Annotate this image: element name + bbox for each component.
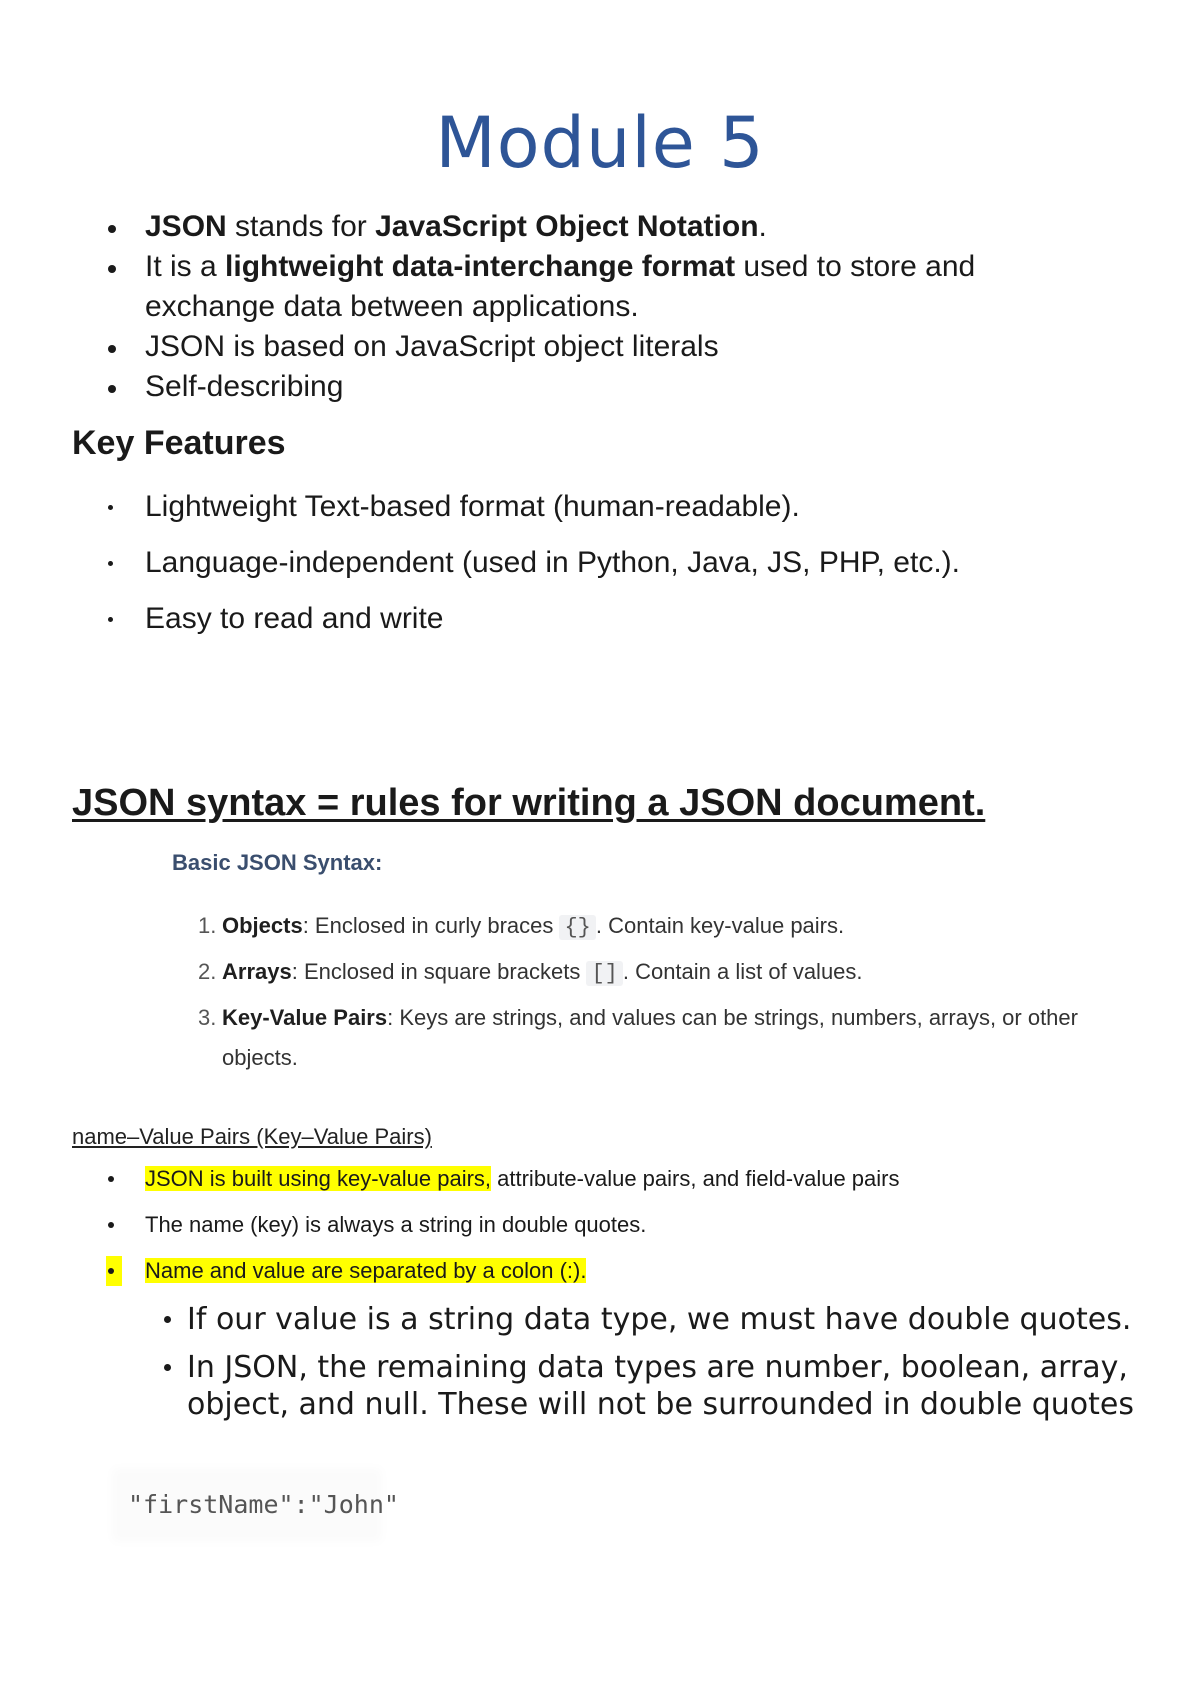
bullet-icon xyxy=(108,561,113,566)
bold-text: lightweight data-interchange format xyxy=(225,250,736,283)
list-item xyxy=(198,906,1118,948)
highlighted-text: JSON is built using key-value pairs, xyxy=(145,1166,492,1191)
list-item xyxy=(72,599,960,639)
item-text: JSON is based on JavaScript object literals xyxy=(145,330,719,363)
list-item xyxy=(72,1210,899,1240)
syntax-text: : Enclosed in square brackets xyxy=(291,959,587,984)
list-number: 1. xyxy=(198,913,217,938)
name-value-list xyxy=(72,1164,899,1302)
feature-text: Lightweight Text-based format (human-readable). xyxy=(145,490,800,523)
item-text: The name (key) is always a string in double quotes. xyxy=(145,1212,647,1237)
code-snippet: [] xyxy=(586,961,622,986)
syntax-term: Objects xyxy=(222,913,303,938)
bullet-icon xyxy=(108,345,116,353)
syntax-term: Key-Value Pairs xyxy=(222,1005,388,1030)
item-text: Self-describing xyxy=(145,370,344,403)
list-item xyxy=(72,543,960,583)
syntax-text: . Contain key-value pairs. xyxy=(595,913,845,938)
highlighted-text: Name and value are separated by a colon (:). xyxy=(145,1258,587,1283)
basic-syntax-list xyxy=(198,906,1118,1082)
item-text: stands for xyxy=(226,210,376,243)
list-item xyxy=(72,487,960,527)
list-item xyxy=(160,1349,1160,1423)
rule-text: If our value is a string data type, we must have double quotes. xyxy=(187,1302,1132,1337)
example-code-snippet: "firstName":"John" xyxy=(118,1474,376,1536)
list-item xyxy=(198,952,1118,994)
key-features-list xyxy=(72,487,960,655)
bullet-icon xyxy=(164,1364,171,1371)
bold-text: JavaScript Object Notation xyxy=(375,210,759,243)
item-text: . xyxy=(758,210,767,243)
bullet-icon xyxy=(108,1222,114,1228)
bold-text: JSON xyxy=(145,210,227,243)
list-item xyxy=(72,1256,899,1286)
list-item xyxy=(198,998,1118,1078)
item-text: used to store and exchange data between applications. xyxy=(145,250,976,323)
syntax-heading: JSON syntax = rules for writing a JSON document. xyxy=(72,782,986,824)
bullet-icon xyxy=(108,1176,114,1182)
item-text: attribute-value pairs, and field-value pairs xyxy=(491,1166,900,1191)
bullet-icon xyxy=(108,265,116,273)
bullet-icon xyxy=(108,385,116,393)
list-item xyxy=(72,367,1072,407)
rules-list xyxy=(160,1301,1160,1434)
bullet-icon xyxy=(164,1316,171,1323)
feature-text: Language-independent (used in Python, Java, JS, PHP, etc.). xyxy=(145,546,960,579)
syntax-text: : Enclosed in curly braces xyxy=(302,913,560,938)
intro-list xyxy=(72,207,1072,407)
list-item xyxy=(72,207,1072,247)
syntax-text: : Keys are strings, and values can be strings, numbers, arrays, or other objects. xyxy=(222,1005,1078,1070)
feature-text: Easy to read and write xyxy=(145,602,444,635)
list-item xyxy=(160,1301,1160,1338)
list-number: 2. xyxy=(198,959,217,984)
key-features-heading: Key Features xyxy=(72,424,286,462)
item-text: It is a xyxy=(145,250,226,283)
basic-syntax-image xyxy=(156,850,1156,1080)
basic-syntax-heading: Basic JSON Syntax: xyxy=(172,850,383,875)
syntax-text: . Contain a list of values. xyxy=(622,959,863,984)
bullet-icon xyxy=(108,225,116,233)
page-title: Module 5 xyxy=(435,102,765,184)
syntax-term: Arrays xyxy=(222,959,292,984)
rule-text: In JSON, the remaining data types are number, boolean, array, object, and null. These will not be surrounded in double quotes xyxy=(187,1350,1134,1422)
list-item xyxy=(72,327,1072,367)
bullet-icon xyxy=(108,617,113,622)
list-number: 3. xyxy=(198,1005,217,1030)
list-item xyxy=(72,247,1072,327)
bullet-icon xyxy=(108,1268,114,1274)
list-item xyxy=(72,1164,899,1194)
name-value-heading: name–Value Pairs (Key–Value Pairs) xyxy=(72,1124,432,1149)
code-snippet: {} xyxy=(559,915,595,940)
bullet-icon xyxy=(108,505,113,510)
